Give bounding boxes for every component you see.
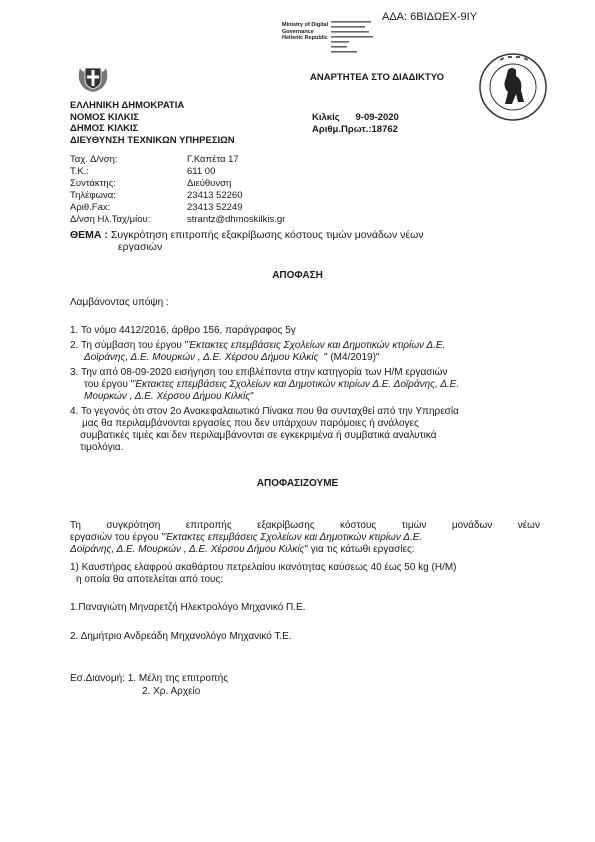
subject-text: Συγκρότηση επιτροπής εξακρίβωσης κόστους τιμών μονάδων νέων (110, 229, 424, 241)
contact-value: Διεύθυνση (187, 178, 232, 189)
ministry-line: Ministry of Digital (282, 22, 329, 28)
consideration-3-cont2 (84, 391, 254, 403)
contact-row (70, 154, 239, 166)
body-paragraph-cont2 (70, 544, 415, 556)
ministry-line: Hellenic Republic (282, 35, 328, 41)
contact-label: Ταχ. Δ/νση: (70, 154, 118, 165)
municipality-seal-icon (478, 52, 548, 122)
text-run: " για τις κάτωθι εργασίες: (304, 544, 415, 555)
consideration-1: 1. Το νόμο 4412/2016, άρθρο 156, παράγραφος 5γ (70, 325, 296, 336)
contact-value: 611 00 (187, 166, 216, 177)
consideration-3: 3. Την από 08-09-2020 εισήγηση του επιβλέποντα στην κατηγορία των Η/Μ εργασιών (70, 367, 448, 378)
contact-label: Συντάκτης: (70, 178, 116, 189)
text-run: " (Μ4/2019)" (318, 352, 380, 363)
body-paragraph-cont (70, 532, 422, 544)
contact-row (70, 202, 243, 214)
text-run: του έργου " (84, 379, 135, 390)
project-title: Δοϊράνης, Δ.Ε. Μουρκών , Δ.Ε. Χέρσου Δήμου Κιλκίς (70, 544, 305, 555)
text-run: 2. Τη σύμβαση του έργου " (70, 340, 189, 351)
ministry-line: Governance (282, 28, 314, 35)
distribution-item: 1. Μέλη της επιτροπής (127, 673, 229, 684)
project-title: Έκτακτες επεμβάσεις Σχολείων και Δημοτικών κτιρίων Δ.Ε. (188, 340, 446, 351)
consideration-3-cont (84, 379, 459, 391)
project-title: Έκτακτες επεμβάσεις Σχολείων και Δημοτικών κτιρίων Δ.Ε. Δοϊράνης, Δ.Ε. (134, 379, 460, 390)
work-item-1-cont: η οποία θα αποτελείται από τους: (76, 574, 224, 585)
org-line: ΕΛΛΗΝΙΚΗ ΔΗΜΟΚΡΑΤΙΑ (70, 100, 185, 111)
consideration-4: 4. Το γεγονός ότι στον 2ο Ανακεφαλαιωτικό Πίνακα που θα συνταχθεί από την Υπηρεσία (70, 406, 459, 417)
org-line: ΔΗΜΟΣ ΚΙΛΚΙΣ (70, 123, 139, 134)
committee-member-1: 1.Παναγιώτη Μηναρετζή Ηλεκτρολόγο Μηχανικό Π.Ε. (70, 602, 306, 613)
contact-label: Δ/νση Ηλ.Ταχ/μίου: (70, 214, 151, 225)
contact-label: Τηλέφωνα: (70, 190, 116, 201)
committee-member-2: 2. Δημήτριο Ανδρεάδη Μηχανολόγο Μηχανικό Τ.Ε. (70, 631, 292, 642)
org-block (70, 100, 235, 146)
contact-value: 23413 52249 (187, 202, 243, 213)
contact-value: 23413 52260 (187, 190, 243, 201)
subject-text-cont: εργασιών (118, 241, 163, 253)
protocol-number: Αριθμ.Πρωτ.:18762 (312, 124, 398, 135)
contact-row (70, 178, 232, 190)
distribution-item: 2. Χρ. Αρχείο (142, 686, 201, 697)
subject (70, 229, 424, 253)
org-line: ΔΙΕΥΘΥΝΣΗ ΤΕΧΝΙΚΩΝ ΥΠΗΡΕΣΙΩΝ (70, 134, 235, 146)
contact-value: Γ.Καπέτα 17 (187, 154, 239, 165)
consideration-2 (70, 340, 445, 352)
body-paragraph: Τη συγκρότηση επιτροπής εξακρίβωσης κόστους τιμών μονάδων νέων (70, 520, 540, 531)
digital-signature-stamp (331, 20, 375, 56)
project-title: Έκτακτες επεμβάσεις Σχολείων και Δημοτικών κτιρίων Δ.Ε. (165, 532, 423, 543)
consideration-4-cont: συμβατικές τιμές και δεν περιλαμβάνονται σε εγκεκριμένα ή συμβατικά αναλυτικά (80, 430, 437, 441)
project-title: Δοϊράνης, Δ.Ε. Μουρκών , Δ.Ε. Χέρσου Δήμου Κιλκίς (84, 352, 319, 363)
greek-emblem-icon (76, 60, 110, 94)
subject-label: ΘΕΜΑ : (70, 229, 108, 241)
distribution-label: Εσ.Διανομή: (70, 673, 125, 684)
ada-code: ΑΔΑ: 6ΒΙΔΩΕΧ-9ΙΥ (382, 11, 478, 23)
org-line: ΝΟΜΟΣ ΚΙΛΚΙΣ (70, 111, 139, 123)
contact-block (70, 154, 286, 226)
text-run: " (250, 391, 254, 402)
contact-row (70, 166, 216, 178)
posted-online-label: ΑΝΑΡΤΗΤΕΑ ΣΤΟ ΔΙΑΔΙΚΤΥΟ (310, 72, 445, 83)
distribution (70, 673, 228, 685)
project-title: Μουρκών , Δ.Ε. Χέρσου Δήμου Κιλκίς (84, 391, 251, 402)
consideration-2-cont (84, 352, 379, 364)
contact-row (70, 190, 243, 202)
contact-row (70, 214, 286, 226)
work-item-1: 1) Καυστήρας ελαφρού ακαθάρτου πετρελαίου ικανότητας καύσεως 40 έως 50 kg (Η/Μ) (70, 562, 457, 573)
consideration-4-cont: μας θα περιλαμβάνονται εργασίες που δεν υπάρχουν παρόμοιες ή ανάλογες (82, 418, 419, 429)
decide-heading: ΑΠΟΦΑΣΙΖΟΥΜΕ (256, 478, 339, 489)
text-run: εργασιών του έργου " (70, 532, 166, 543)
ministry-signature-block (282, 22, 328, 42)
considering-label: Λαμβάνοντας υπόψη : (70, 297, 169, 308)
contact-label: Αριθ.Fax: (70, 202, 111, 213)
email-value[interactable]: strantz@dhmoskilkis.gr (187, 214, 286, 225)
consideration-4-cont: τιμολόγια. (80, 442, 124, 453)
place-date: Κιλκίς 9-09-2020 (312, 112, 399, 123)
contact-label: Τ.Κ.: (70, 166, 90, 177)
decision-heading: ΑΠΟΦΑΣΗ (272, 270, 323, 281)
